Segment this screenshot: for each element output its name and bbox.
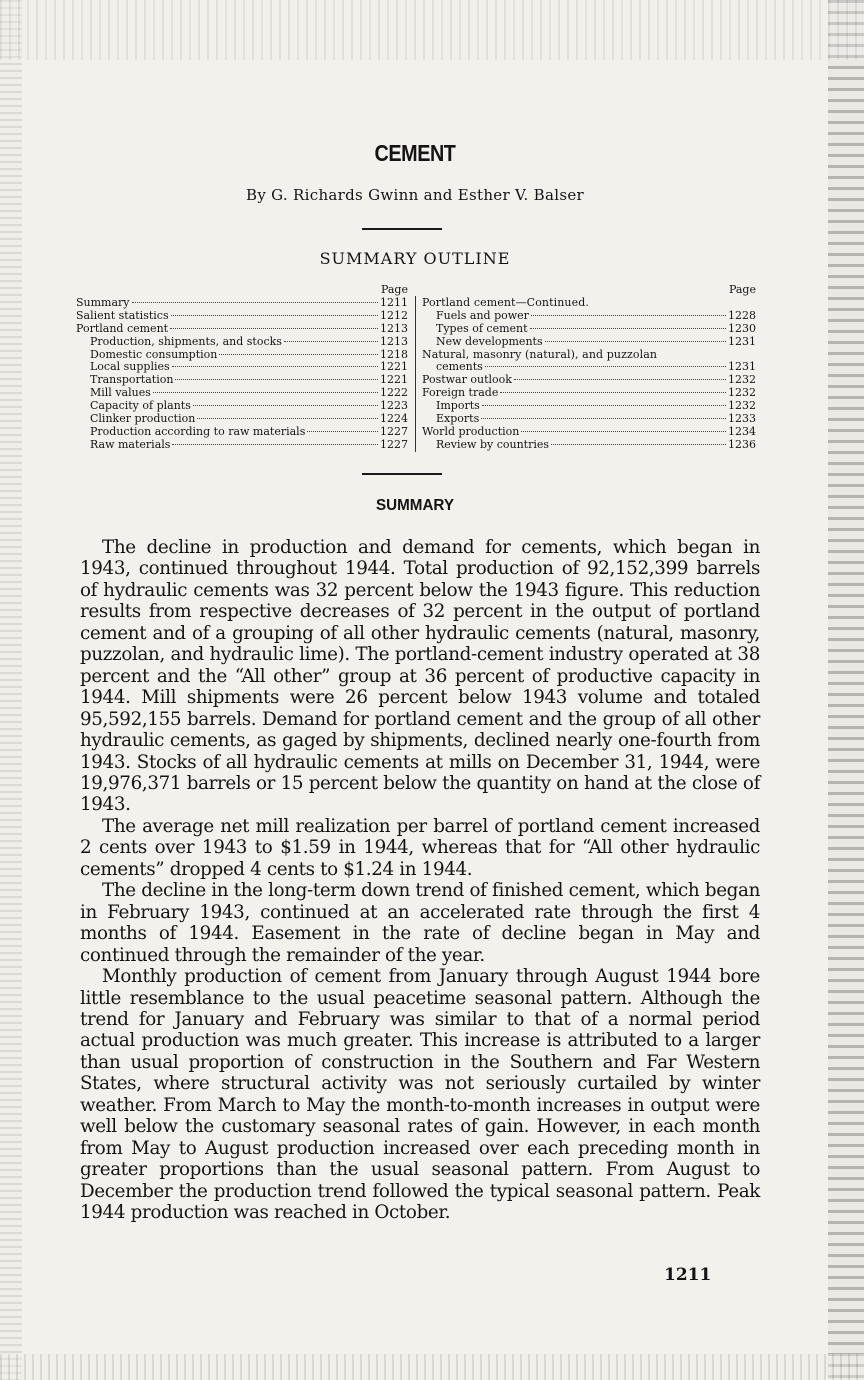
author-byline: By G. Richards Gwinn and Esther V. Balser (246, 186, 584, 204)
page-number: 1211 (664, 1265, 712, 1285)
toc-entry[interactable]: Types of cement 1230 (436, 321, 756, 335)
toc-entry[interactable]: Capacity of plants 1223 (90, 399, 408, 413)
toc-entry[interactable]: Portland cement 1213 (76, 321, 408, 335)
body-paragraph: The decline in production and demand for cements, which began in 1943, continued throughout 1944. Total production of 92,152,399 barrels of hydraulic cements was 32 percent below the 1943 figure. This reduction results from respective decreases of 32 percent in the output of portland cement and of a grouping of all other hydraulic cements (natural, masonry, puzzolan, and hydraulic lime). The portland-cement industry operated at 38 percent and the “All other” group at 36 percent of productive capacity in 1944. Mill shipments were 26 percent below 1943 volume and totaled 95,592,155 barrels. Demand for portland cement and the group of all other hydraulic cements, as gaged by shipments, declined nearly one-fourth from 1943. Stocks of all hydraulic cements at mills on December 31, 1944, were 19,976,371 barrels or 15 percent below the quantity on hand at the close of 1943. (80, 537, 760, 816)
toc-entry[interactable]: Mill values 1222 (90, 386, 408, 400)
toc-entry[interactable]: Production according to raw materials 1227 (90, 424, 408, 438)
column-divider (415, 296, 416, 452)
body-paragraph: The decline in the long-term down trend of finished cement, which began in February 1943, continued at an accelerated rate through the first 4 months of 1944. Easement in the rate of decline began in May and continued through the remainder of the year. (80, 880, 760, 966)
page-column-label: Page (380, 283, 408, 296)
toc-entry[interactable]: Postwar outlook 1232 (422, 373, 756, 387)
summary-body (80, 537, 760, 1224)
outline-right-column (422, 284, 756, 452)
toc-entry[interactable]: Clinker production 1224 (90, 412, 408, 426)
scan-edge-bottom (0, 1354, 864, 1380)
scan-edge-right (828, 0, 864, 1380)
scan-edge-left (0, 0, 22, 1380)
toc-entry[interactable]: Fuels and power 1228 (436, 308, 756, 322)
toc-entry[interactable]: Local supplies 1221 (90, 360, 408, 374)
scan-edge-top (0, 0, 864, 60)
toc-entry[interactable]: Review by countries 1236 (436, 437, 756, 451)
toc-entry[interactable]: Imports 1232 (436, 399, 756, 413)
page-column-label: Page (728, 283, 756, 296)
toc-entry[interactable]: New developments 1231 (436, 334, 756, 348)
toc-entry-line[interactable]: Natural, masonry (natural), and puzzolan (422, 347, 658, 361)
toc-entry[interactable]: Foreign trade 1232 (422, 386, 756, 400)
toc-entry[interactable]: Exports 1233 (436, 412, 756, 426)
divider-rule (362, 228, 442, 230)
body-paragraph: Monthly production of cement from January through August 1944 bore little resemblance to the usual peacetime seasonal pattern. Although the trend for January and February was similar to that of a normal period actual production was much greater. This increase is attributed to a larger than usual proportion of construction in the Southern and Far Western States, where structural activity was not seriously curtailed by winter weather. From March to May the month-to-month increases in output were well below the customary seasonal rates of gain. However, in each month from May to August production increased over each preceding month in greater proportions than the usual seasonal pattern. From August to December the production trend followed the typical seasonal pattern. Peak 1944 production was reached in October. (80, 966, 760, 1224)
toc-section-heading: Portland cement—Continued. (422, 296, 589, 309)
outline-left-column (76, 284, 408, 452)
toc-entry[interactable]: Domestic consumption 1218 (90, 347, 408, 361)
toc-entry[interactable]: World production 1234 (422, 424, 756, 438)
toc-entry[interactable]: Salient statistics 1212 (76, 308, 408, 322)
toc-entry[interactable]: Transportation 1221 (90, 373, 408, 387)
toc-entry[interactable]: Raw materials 1227 (90, 437, 408, 451)
divider-rule (362, 473, 442, 475)
toc-entry[interactable]: Summary 1211 (76, 296, 408, 309)
toc-entry[interactable]: Production, shipments, and stocks 1213 (90, 334, 408, 348)
summary-outline-heading: SUMMARY OUTLINE (319, 249, 511, 268)
summary-heading: SUMMARY (376, 497, 454, 514)
body-paragraph: The average net mill realization per barrel of portland cement increased 2 cents over 1943 to $1.59 in 1944, whereas that for “All other hydraulic cements” dropped 4 cents to $1.24 in 1944. (80, 815, 760, 880)
toc-entry[interactable]: cements 1231 (436, 360, 756, 374)
page-title: CEMENT (374, 140, 456, 166)
